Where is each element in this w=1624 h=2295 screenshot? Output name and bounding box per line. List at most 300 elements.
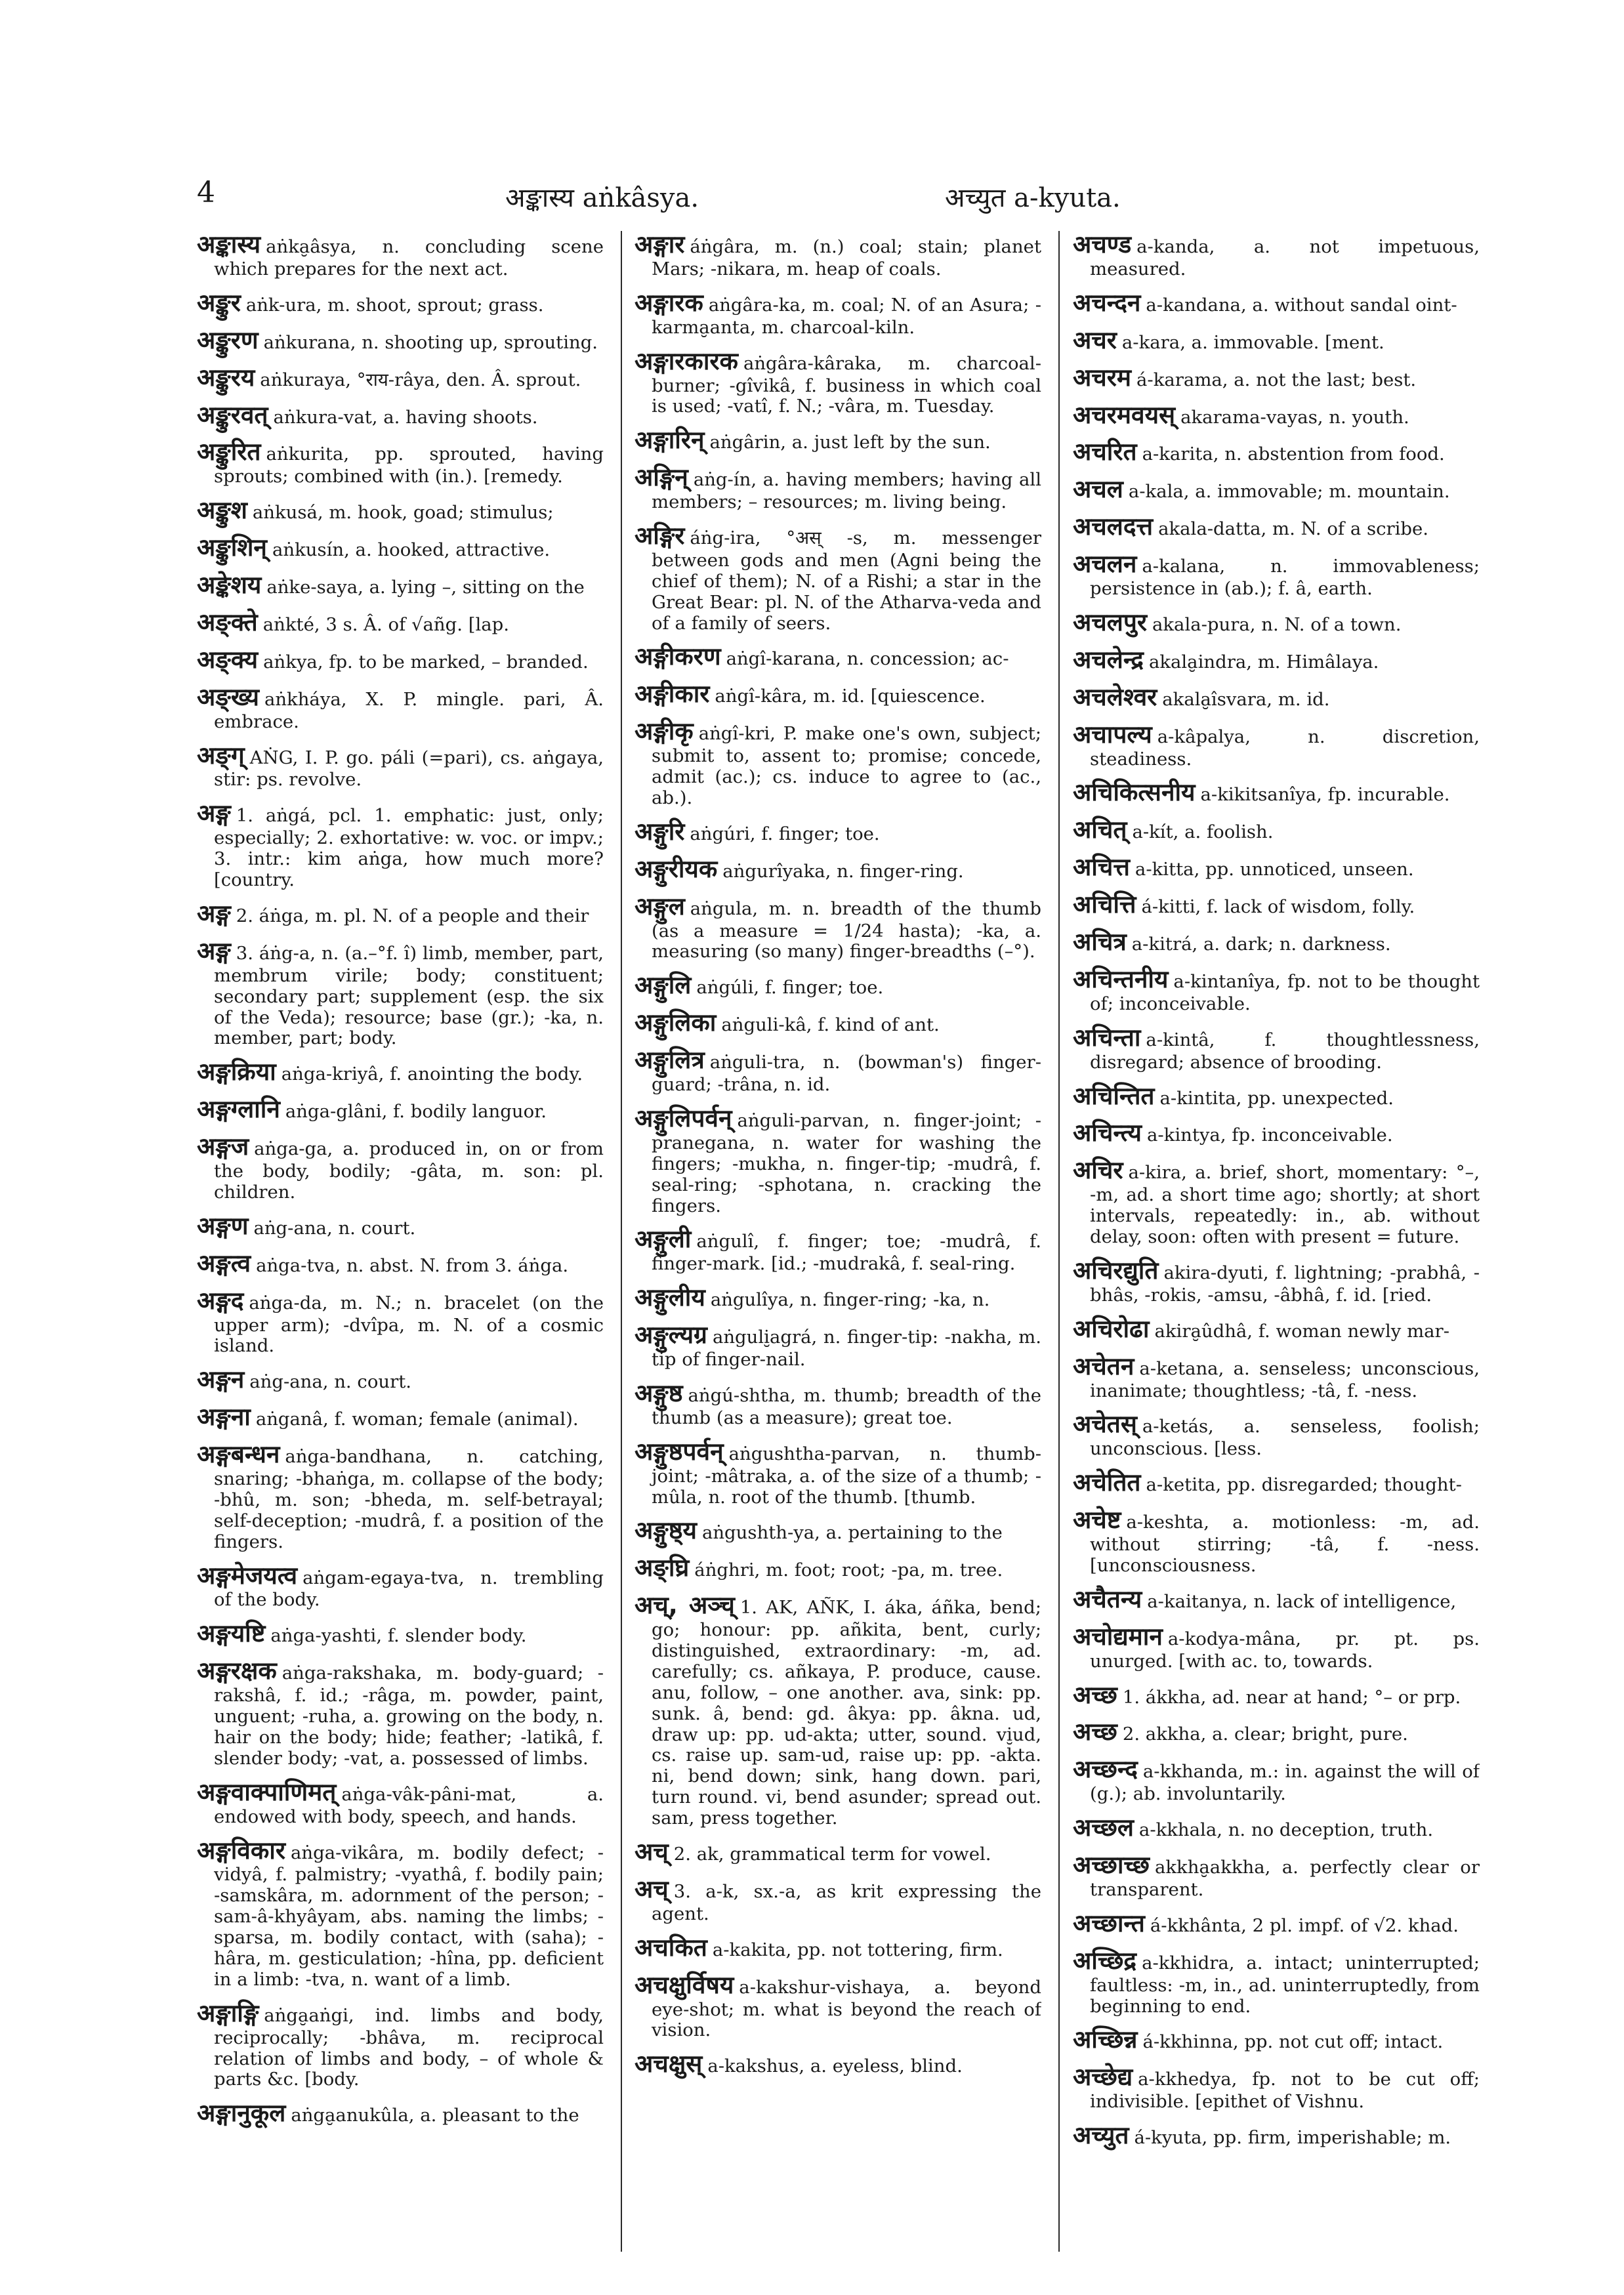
entry-definition: a-kkhidra, a. intact; uninterrupted; faultless: -m, in., ad. uninterruptedly, from beginning to end. (1090, 1952, 1480, 2017)
dictionary-entry (1073, 1353, 1480, 1402)
dictionary-entry (197, 1287, 604, 1357)
entry-definition: aṅguli-parvan, n. finger-joint; -pranegana, n. water for washing the fingers; -mukha, n. finger-tip; -mudrâ, f. seal-ring; -sphotana, n. cracking the fingers. (652, 1109, 1041, 1216)
entry-headword: अङ्गीकृ (635, 717, 694, 746)
entry-headword: अच्छल (1073, 1813, 1134, 1842)
entry-definition: a-kakshur-vishaya, a. beyond eye-shot; m. what is beyond the reach of vision. (652, 1976, 1041, 2041)
column-divider (1058, 231, 1060, 2252)
entry-headword: अङ्गुलित्र (635, 1046, 705, 1075)
entry-definition: aṅguli-kâ, f. kind of ant. (721, 1014, 940, 1036)
dictionary-entry (1073, 1411, 1480, 1460)
entry-headword: अङ्ग (197, 899, 231, 928)
dictionary-entry (197, 742, 604, 791)
dictionary-entry (197, 1779, 604, 1828)
entry-headword: अङ्कुरित (197, 438, 261, 466)
entry-definition: aṅg-ín, a. having members; having all members; – resources; m. living being. (652, 469, 1041, 513)
entry-headword: अङ्ख्य (197, 682, 259, 711)
entry-headword: अङ्गवाक्पाणिमत् (197, 1777, 337, 1806)
entry-definition: a-kakita, pp. not tottering, firm. (712, 1939, 1003, 1960)
entry-definition: aṅkusá, m. hook, goad; stimulus; (252, 502, 554, 524)
entry-headword: अङ्गग्लानि (197, 1095, 280, 1124)
dictionary-entry (635, 426, 1041, 455)
entry-definition: aṅgurîyaka, n. finger-ring. (722, 860, 964, 882)
dictionary-entry (635, 1838, 1041, 1867)
entry-headword: अचैतन्य (1073, 1584, 1142, 1613)
dictionary-entry (1073, 966, 1480, 1015)
entry-headword: अचित्र (1073, 928, 1127, 957)
dictionary-entry (635, 1226, 1041, 1275)
entry-headword: अचिन्ता (1073, 1023, 1141, 1052)
entry-definition: aṅgam-egaya-tva, n. trembling of the body. (214, 1567, 604, 1611)
dictionary-columns (197, 231, 1480, 2252)
dictionary-entry (197, 534, 604, 562)
entry-headword: अचर (1073, 325, 1117, 354)
entry-definition: a-ketita, pp. disregarded; thought- (1146, 1474, 1462, 1496)
entry-definition: aṅga-rakshaka, m. body-guard; -rakshâ, f. id.; -râga, m. powder, paint, unguent; -ruha, a. growing on the body, n. hair on the body; hide; feather; -latikâ, f. slender body; -vat, a. possessed of limbs. (214, 1663, 604, 1769)
entry-definition: aṅgushth-ya, a. pertaining to the (701, 1522, 1003, 1544)
dictionary-entry (1073, 1506, 1480, 1577)
dictionary-entry (197, 327, 604, 355)
entry-headword: अङ्गुष्ठ्य (635, 1516, 697, 1545)
entry-definition: aṅkurana, n. shooting up, sprouting. (263, 331, 598, 353)
entry-definition: a-kkhanda, m.: in. against the will of (g.); ab. involuntarily. (1090, 1761, 1480, 1805)
entry-definition: aṅga-ga, a. produced in, on or from the body, bodily; -gâta, m. son: pl. children. (214, 1138, 604, 1203)
entry-definition: a-kandana, a. without sandal oint- (1146, 294, 1457, 316)
entry-definition: a-kintya, fp. inconceivable. (1146, 1125, 1393, 1146)
dictionary-entry (635, 680, 1041, 709)
dictionary-entry (1073, 1083, 1480, 1111)
entry-definition: a-kít, a. foolish. (1132, 821, 1274, 843)
dictionary-entry (197, 364, 604, 392)
entry-definition: aṅka̮âsya, n. concluding scene which prepares for the next act. (214, 236, 604, 279)
entry-definition: a-kira, a. brief, short, momentary: °–, -m, ad. a short time ago; shortly; at short intervals, repeatedly: in., ab. without delay, soon: often with present = future. (1090, 1162, 1480, 1248)
dictionary-entry (1073, 891, 1480, 919)
entry-definition: aṅg-ana, n. court. (249, 1371, 412, 1393)
entry-definition: a-karita, n. abstention from food. (1142, 444, 1445, 465)
entry-headword: अङ्कुर (197, 288, 241, 317)
dictionary-entry (1073, 721, 1480, 770)
dictionary-entry (197, 1657, 604, 1769)
dictionary-entry (197, 2000, 604, 2091)
entry-headword: अङ्गिन् (635, 463, 688, 492)
entry-headword: अङ्गार (635, 231, 685, 258)
entry-headword: अङ्गुलीय (635, 1283, 705, 1312)
entry-headword: अङ्गुष्ठ (635, 1378, 683, 1407)
entry-definition: aṅguli̮agrá, n. finger-tip: -nakha, m. tip of finger-nail. (652, 1327, 1041, 1371)
dictionary-entry (197, 402, 604, 430)
dictionary-entry (1073, 2122, 1480, 2150)
entry-definition: 2. áṅga, m. pl. N. of a people and their (236, 905, 589, 926)
entry-headword: अङ्गना (197, 1403, 251, 1432)
entry-definition: á-karama, a. not the last; best. (1136, 369, 1417, 390)
entry-headword: अचिरोढा (1073, 1314, 1150, 1343)
entry-definition: aṅganâ, f. woman; female (animal). (255, 1409, 579, 1430)
dictionary-entry (197, 900, 604, 928)
entry-definition: aṅkháya, X. P. mingle. pari, Â. embrace. (214, 688, 604, 732)
entry-headword: अङ्गबन्धन (197, 1440, 280, 1469)
dictionary-entry (1073, 609, 1480, 637)
dictionary-entry (635, 522, 1041, 634)
dictionary-entry (197, 497, 604, 525)
dictionary-entry (635, 464, 1041, 513)
entry-headword: अङ्गद (197, 1286, 244, 1315)
dictionary-entry (197, 1441, 604, 1552)
dictionary-entry (635, 1380, 1041, 1429)
entry-definition: aṅgâra-kâraka, m. charcoal-burner; -gîvikâ, f. business in which coal is used; -vatî, f. N.; -vâra, m. Tuesday. (652, 352, 1041, 417)
entry-headword: अचल (1073, 475, 1123, 504)
dictionary-entry (635, 289, 1041, 339)
dictionary-entry (635, 856, 1041, 884)
dictionary-entry (635, 1517, 1041, 1545)
dictionary-entry (1073, 1851, 1480, 1901)
dictionary-entry (1073, 1024, 1480, 1073)
entry-definition: a-kalana, n. immovableness; persistence in (ab.); f. â, earth. (1090, 556, 1480, 600)
entry-definition: aṅga-yashti, f. slender body. (270, 1625, 527, 1647)
dictionary-entry (197, 684, 604, 733)
entry-headword: अङ्गुष्ठपर्वन् (635, 1437, 724, 1466)
dictionary-entry (197, 571, 604, 600)
entry-definition: á-kyuta, pp. firm, imperishable; m. (1134, 2127, 1451, 2149)
dictionary-entry (1073, 1119, 1480, 1148)
entry-headword: अच् (635, 1838, 669, 1867)
entry-definition: á-kitti, f. lack of wisdom, folly. (1141, 896, 1415, 918)
entry-definition: aṅkya, fp. to be marked, – branded. (263, 651, 589, 672)
entry-headword: अङ्गक्रिया (197, 1058, 276, 1086)
dictionary-entry (197, 1562, 604, 1611)
entry-headword: अङ्गुली (635, 1225, 692, 1254)
entry-definition: aṅga-da, m. N.; n. bracelet (on the upper arm); -dvîpa, m. N. of a cosmic island. (214, 1292, 604, 1357)
dictionary-entry (1073, 476, 1480, 504)
entry-definition: a-kitrá, a. dark; n. darkness. (1131, 934, 1391, 955)
entry-headword: अच्छाच्छ (1073, 1851, 1150, 1880)
entry-headword: अङ्गुरि (635, 817, 685, 846)
entry-headword: अच् (635, 1874, 669, 1903)
dictionary-entry (1073, 364, 1480, 392)
entry-headword: अचलदत्त (1073, 512, 1154, 541)
entry-definition: 2. akkha, a. clear; bright, pure. (1122, 1724, 1408, 1745)
entry-definition: aṅga-kriyâ, f. anointing the body. (281, 1064, 583, 1085)
dictionary-entry (197, 938, 604, 1049)
entry-headword: अचिन्तित (1073, 1081, 1155, 1110)
entry-headword: अङ्कुशिन् (197, 533, 267, 562)
entry-definition: 1. aṅgá, pcl. 1. emphatic: just, only; especially; 2. exhortative: w. voc. or impv.; 3. intr.: kim aṅga, how much more? [country. (214, 805, 604, 891)
entry-definition: aṅga-vâk-pâni-mat, a. endowed with body, speech, and hands. (214, 1783, 604, 1827)
dictionary-entry (197, 289, 604, 318)
entry-headword: अङ्गुलि (635, 971, 692, 1000)
entry-definition: akala-datta, m. N. of a scribe. (1158, 518, 1429, 540)
dictionary-entry (635, 1876, 1041, 1925)
entry-headword: अचक्षुर्विषय (635, 1970, 734, 1999)
dictionary-entry (1073, 438, 1480, 466)
dictionary-entry (1073, 327, 1480, 355)
entry-headword: अङ्गिर (635, 521, 685, 550)
entry-headword: अचेतन (1073, 1352, 1135, 1380)
entry-definition: akala̮indra, m. Himâlaya. (1148, 651, 1379, 672)
entry-headword: अङ्गुलिपर्वन् (635, 1104, 732, 1132)
dictionary-entry (1073, 854, 1480, 882)
column-divider (621, 231, 622, 2252)
entry-headword: अचलेन्द्र (1073, 645, 1144, 674)
entry-definition: a-kintita, pp. unexpected. (1159, 1087, 1394, 1109)
dictionary-entry (635, 231, 1041, 280)
running-head-left: अङ्कास्य aṅkâsya. (505, 183, 699, 213)
dictionary-entry (635, 2050, 1041, 2078)
entry-definition: aṅg-ana, n. court. (253, 1217, 416, 1239)
dictionary-entry (197, 1366, 604, 1394)
entry-definition: AṄG, I. P. go. páli (=pari), cs. aṅgaya, stir: ps. revolve. (214, 747, 604, 791)
entry-definition: a-kaitanya, n. lack of intelligence, (1147, 1590, 1457, 1612)
entry-definition: akala̮îsvara, m. id. (1162, 688, 1330, 710)
dictionary-entry (635, 348, 1041, 418)
entry-definition: aṅgulîya, n. finger-ring; -ka, n. (710, 1289, 990, 1311)
dictionary-entry (635, 1592, 1041, 1829)
dictionary-entry (197, 231, 604, 280)
entry-headword: अच्, अञ्च् (635, 1591, 735, 1620)
dictionary-entry (635, 643, 1041, 671)
entry-headword: अङ्गीकरण (635, 642, 721, 671)
entry-headword: अचलन (1073, 550, 1137, 579)
entry-headword: अङ्क्य (197, 645, 259, 674)
entry-definition: a-kkhedya, fp. not to be cut off; indivisible. [epithet of Vishnu. (1090, 2069, 1480, 2113)
entry-definition: aṅkura-vat, a. having shoots. (273, 406, 538, 428)
dictionary-entry (197, 646, 604, 674)
column-2 (635, 231, 1041, 2252)
dictionary-entry (1073, 231, 1480, 280)
dictionary-entry (1073, 1623, 1480, 1672)
entry-headword: अङ्गविकार (197, 1836, 285, 1865)
entry-definition: aṅk-ura, m. shoot, sprout; grass. (245, 294, 544, 316)
entry-definition: aṅkusín, a. hooked, attractive. (272, 539, 551, 561)
dictionary-entry (1073, 402, 1480, 430)
entry-headword: अचकित (635, 1933, 707, 1962)
entry-headword: अचेतित (1073, 1468, 1141, 1497)
entry-headword: अङ्कुरवत् (197, 400, 268, 429)
entry-headword: अङ्गुल्यग्र (635, 1321, 707, 1350)
entry-headword: अङ्गत्व (197, 1249, 251, 1277)
entry-definition: a-kodya-mâna, pr. pt. ps. unurged. [with ac. to, towards. (1090, 1628, 1480, 1672)
entry-headword: अचण्ड (1073, 231, 1132, 258)
entry-headword: अङ्कुरय (197, 363, 255, 392)
entry-headword: अङ्क्ते (197, 608, 258, 636)
entry-definition: aṅgâra-ka, m. coal; N. of an Asura; -karma̮anta, m. charcoal-kiln. (652, 294, 1041, 338)
entry-headword: अङ्गज (197, 1132, 249, 1161)
entry-headword: अङ्गयष्टि (197, 1619, 266, 1648)
entry-headword: अचिन्त्य (1073, 1119, 1142, 1148)
entry-definition: akira̮ûdhâ, f. woman newly mar- (1154, 1320, 1449, 1342)
entry-headword: अच्छ (1073, 1680, 1117, 1709)
entry-headword: अचक्षुस् (635, 2050, 703, 2078)
entry-headword: अच्छेद्य (1073, 2063, 1133, 2092)
dictionary-entry (1073, 928, 1480, 957)
entry-definition: 3. áṅg-a, n. (a.–°f. î) limb, member, part, membrum virile; body; constituent; secondary part; supplement (esp. the six of the Veda); resource; base (gr.); -ka, n. member, part; body. (214, 942, 604, 1049)
entry-headword: अङ्गारिन् (635, 426, 705, 455)
dictionary-entry (197, 800, 604, 891)
entry-definition: akarama-vayas, n. youth. (1180, 406, 1409, 428)
entry-headword: अङ्गानुकूल (197, 2099, 286, 2128)
column-3 (1073, 231, 1480, 2252)
dictionary-entry (197, 1250, 604, 1278)
column-1 (197, 231, 604, 2252)
dictionary-entry (635, 1554, 1041, 1582)
dictionary-entry (1073, 2026, 1480, 2054)
entry-headword: अचन्दन (1073, 288, 1141, 317)
entry-definition: a-kakshus, a. eyeless, blind. (707, 2056, 963, 2077)
entry-headword: अच्युत (1073, 2121, 1129, 2150)
entry-headword: अङ्गरक्षक (197, 1657, 277, 1685)
entry-headword: अङ्गण (197, 1211, 249, 1240)
entry-definition: á-kkhânta, 2 pl. impf. of √2. khad. (1150, 1914, 1459, 1936)
entry-headword: अङ्कुश (197, 496, 247, 525)
dictionary-entry (197, 1403, 604, 1432)
entry-definition: áṅg-ira, °अस् -s, m. messenger between gods and men (Agni being the chief of them); N. of a Rishi; a star in the Great Bear: pl. N. of the Atharva-veda and of a family of seers. (652, 527, 1041, 634)
entry-headword: अङ्कुरण (197, 325, 259, 354)
entry-definition: a-kala, a. immovable; m. mountain. (1128, 481, 1450, 503)
dictionary-entry (1073, 513, 1480, 541)
entry-definition: a-ketás, a. senseless, foolish; unconscious. [less. (1090, 1416, 1480, 1460)
entry-definition: aṅga-vikâra, m. bodily defect; -vidyâ, f. palmistry; -vyathâ, f. bodily pain; -samskâra, m. adornment of the person; -sam-â-khyâyam, abs. naming the limbs; -sparsa, m. bodily contact, with (saha); -hâra, m. gesticulation; -hîna, pp. deficient in a limb: -tva, n. want of a limb. (214, 1842, 604, 1990)
dictionary-entry (1073, 1315, 1480, 1344)
page-header (197, 176, 1480, 213)
entry-headword: अङ्गमेजयत्व (197, 1561, 298, 1590)
dictionary-entry (635, 718, 1041, 809)
entry-headword: अङ्गन (197, 1365, 245, 1394)
entry-definition: a-ketana, a. senseless; unconscious, inanimate; thoughtless; -tâ, f. -ness. (1090, 1357, 1480, 1401)
dictionary-entry (635, 1934, 1041, 1962)
entry-definition: 3. a-k, sx.-a, as krit expressing the agent. (652, 1880, 1041, 1924)
dictionary-entry (1073, 550, 1480, 600)
dictionary-entry (635, 818, 1041, 846)
entry-definition: aṅgushtha-parvan, n. thumb-joint; -mâtraka, a. of the size of a thumb; -mûla, n. root of the thumb. [thumb. (652, 1443, 1041, 1508)
entry-definition: a-kâpalya, n. discretion, steadiness. (1090, 726, 1480, 770)
entry-headword: अच्छान्त (1073, 1909, 1145, 1937)
entry-definition: a-kintâ, f. thoughtlessness, disregard; absence of brooding. (1090, 1029, 1480, 1073)
dictionary-entry (1073, 1947, 1480, 2017)
dictionary-entry (1073, 1756, 1480, 1805)
entry-definition: aṅgulî, f. finger; toe; -mudrâ, f. finger-mark. [id.; -mudrakâ, f. seal-ring. (652, 1231, 1041, 1275)
entry-headword: अङ्गुरीयक (635, 854, 718, 883)
entry-definition: 1. AK, AÑK, I. áka, áñka, bend; go; honour: pp. añkita, bent, curly; distinguished, extraordinary: -m, ad. carefully; cs. añkaya, P. produce, cause. anu, follow, – one another. ava, sink: pp. sunk. â, bend: gd. âkya: pp. âkna. ud, draw up: pp. ud-akta; utter, sound. vi̮ud, cs. raise up. sam-ud, raise up: pp. -akta. ni, bend down; sink, hang down. pari, turn round. vi, bend asunder; spread out. sam, press together. (652, 1597, 1041, 1829)
dictionary-entry (1073, 2063, 1480, 2113)
entry-headword: अङ्ग (197, 799, 231, 828)
dictionary-entry (1073, 1814, 1480, 1842)
dictionary-entry (635, 1972, 1041, 2042)
entry-definition: aṅga̮anukûla, a. pleasant to the (291, 2105, 579, 2126)
entry-definition: aṅga-bandhana, n. catching, snaring; -bhaṅga, m. collapse of the body; -bhû, m. son; -bheda, m. self-betrayal; self-deception; -mudrâ, f. a position of the fingers. (214, 1446, 604, 1552)
entry-definition: aṅguli-tra, n. (bowman's) finger-guard; -trâna, n. id. (652, 1052, 1041, 1096)
entry-headword: अचलपुर (1073, 608, 1147, 636)
dictionary-entry (197, 1096, 604, 1124)
dictionary-entry (635, 1009, 1041, 1037)
dictionary-entry (197, 1133, 604, 1203)
entry-headword: अचापल्य (1073, 720, 1152, 749)
dictionary-entry (1073, 1157, 1480, 1248)
entry-definition: akira-dyuti, f. lightning; -prabhâ, -bhâs, -rokis, -amsu, -âbhâ, f. id. [ried. (1090, 1262, 1480, 1306)
entry-definition: a-keshta, a. motionless: -m, ad. without stirring; -tâ, f. -ness. [unconsciousness. (1090, 1512, 1480, 1576)
entry-headword: अचरम (1073, 363, 1132, 392)
entry-headword: अङ्ग् (197, 741, 245, 770)
dictionary-entry (197, 1837, 604, 1991)
dictionary-entry (635, 1105, 1041, 1216)
entry-headword: अचित् (1073, 816, 1127, 844)
dictionary-entry (1073, 1469, 1480, 1497)
entry-definition: a-kkhala, n. no deception, truth. (1138, 1819, 1434, 1841)
entry-headword: अङ्गारकारक (635, 346, 738, 375)
entry-definition: a-kintanîya, fp. not to be thought of; inconceivable. (1090, 970, 1480, 1014)
entry-headword: अङ्गीकार (635, 680, 710, 709)
entry-headword: अचिरद्युति (1073, 1256, 1159, 1285)
entry-headword: अङ्केशय (197, 571, 262, 600)
entry-headword: अच्छिन्न (1073, 2025, 1138, 2054)
entry-headword: अङ्गाङ्गि (197, 1998, 259, 2027)
entry-definition: aṅkté, 3 s. Â. of √añg. [lap. (262, 613, 509, 635)
dictionary-entry (1073, 1718, 1480, 1747)
entry-definition: aṅgúri, f. finger; toe. (690, 823, 880, 844)
entry-definition: a-kanda, a. not impetuous, measured. (1090, 236, 1480, 279)
dictionary-entry (1073, 684, 1480, 712)
entry-definition: a-kikitsanîya, fp. incurable. (1200, 784, 1450, 806)
running-head-right: अच्युत a-kyuta. (945, 183, 1121, 213)
dictionary-entry (197, 1212, 604, 1241)
entry-definition: aṅgula, m. n. breadth of the thumb (as a measure = 1/24 hasta); -ka, a. measuring (so many) finger-breadths (–°). (652, 898, 1041, 962)
dictionary-entry (635, 1046, 1041, 1096)
dictionary-entry (635, 1438, 1041, 1508)
entry-definition: áṅgâra, m. (n.) coal; stain; planet Mars; -nikara, m. heap of coals. (652, 236, 1041, 279)
dictionary-entry (197, 1058, 604, 1086)
entry-definition: aṅke-saya, a. lying –, sitting on the (266, 577, 585, 598)
dictionary-entry (1073, 779, 1480, 807)
dictionary-entry (1073, 1682, 1480, 1710)
entry-headword: अचित्त (1073, 853, 1130, 882)
dictionary-entry (197, 609, 604, 637)
dictionary-entry (197, 438, 604, 487)
entry-headword: अङ्कास्य (197, 231, 261, 258)
entry-definition: a-kitta, pp. unnoticed, unseen. (1135, 859, 1414, 880)
entry-definition: aṅgúli, f. finger; toe. (696, 977, 884, 999)
dictionary-entry (197, 2099, 604, 2128)
entry-definition: akkha̮akkha, a. perfectly clear or transparent. (1090, 1857, 1480, 1900)
entry-headword: अङ्गारक (635, 288, 703, 317)
entry-headword: अचोद्यमान (1073, 1622, 1163, 1651)
entry-definition: aṅkuraya, °राय-râya, den. Â. sprout. (260, 369, 581, 390)
entry-definition: aṅgârin, a. just left by the sun. (709, 432, 991, 453)
dictionary-entry (1073, 1257, 1480, 1306)
dictionary-entry (635, 1321, 1041, 1371)
entry-definition: aṅga-glâni, f. bodily languor. (285, 1101, 547, 1123)
entry-definition: áṅghri, m. foot; root; -pa, m. tree. (694, 1560, 1003, 1581)
entry-headword: अच्छ (1073, 1718, 1117, 1747)
entry-definition: á-kkhinna, pp. not cut off; intact. (1142, 2031, 1444, 2053)
dictionary-entry (635, 1284, 1041, 1312)
dictionary-entry (635, 893, 1041, 963)
entry-definition: aṅkurita, pp. sprouted, having sprouts; combined with (in.). [remedy. (214, 444, 604, 487)
entry-headword: अचरित (1073, 438, 1137, 466)
dictionary-entry (1073, 289, 1480, 318)
entry-definition: a-kara, a. immovable. [ment. (1121, 331, 1385, 353)
dictionary-entry (1073, 646, 1480, 674)
entry-headword: अचेष्ट (1073, 1506, 1121, 1535)
entry-definition: aṅgî-kâra, m. id. [quiescence. (715, 686, 986, 707)
page-number: 4 (197, 176, 215, 209)
entry-headword: अचित्ति (1073, 890, 1136, 919)
entry-definition: aṅgî-kri, P. make one's own, subject; submit to, assent to; promise; concede, admit (ac.); cs. induce to agree to (ac., ab.). (652, 723, 1041, 808)
entry-headword: अच्छिद्र (1073, 1946, 1137, 1975)
entry-definition: aṅgú-shtha, m. thumb; breadth of the thumb (as a measure); great toe. (652, 1384, 1041, 1428)
dictionary-entry (1073, 816, 1480, 844)
entry-definition: 1. ákkha, ad. near at hand; °– or prp. (1122, 1686, 1461, 1708)
entry-definition: akala-pura, n. N. of a town. (1152, 613, 1402, 635)
entry-headword: अचरमवयस् (1073, 400, 1176, 429)
entry-definition: aṅgî-karana, n. concession; ac- (726, 648, 1009, 670)
entry-headword: अङ्घ्रि (635, 1554, 690, 1582)
